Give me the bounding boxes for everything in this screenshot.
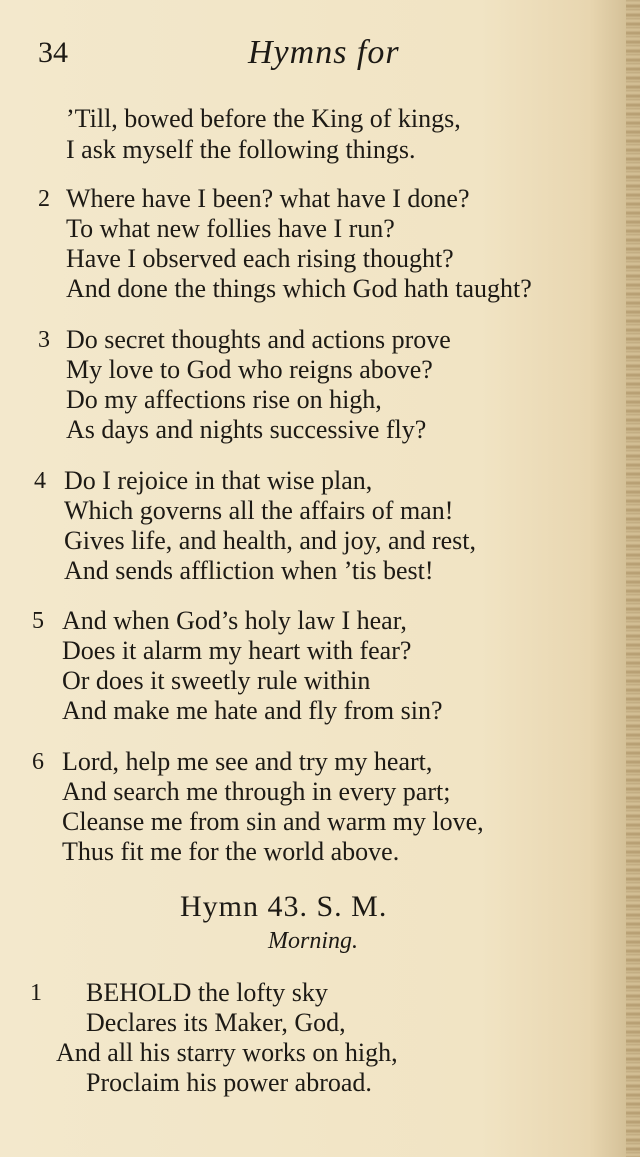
running-head: Hymns for [248,34,400,71]
page-edge [626,0,640,1157]
verse-line: As days and nights successive fly? [66,415,427,444]
stanza-number: 2 [38,186,50,212]
verse-line: Or does it sweetly rule within [62,666,371,695]
verse-line: BEHOLD the lofty sky [86,978,328,1007]
stanza-number: 1 [30,980,42,1006]
hymn-title: Hymn 43. S. M. [180,890,388,923]
verse-line: And all his starry works on high, [56,1038,398,1067]
verse-line: ’Till, bowed before the King of kings, [66,104,461,133]
verse-line: Which governs all the affairs of man! [64,496,454,525]
verse-line: Does it alarm my heart with fear? [62,636,412,665]
verse-line: Lord, help me see and try my heart, [62,747,433,776]
verse-line: Have I observed each rising thought? [66,244,454,273]
verse-line: I ask myself the following things. [66,135,416,164]
verse-line: Declares its Maker, God, [86,1008,346,1037]
verse-line: And when God’s holy law I hear, [62,606,407,635]
verse-line: Thus fit me for the world above. [62,837,400,866]
verse-line: Where have I been? what have I done? [66,184,470,213]
page-number: 34 [38,36,68,69]
verse-line: My love to God who reigns above? [66,355,433,384]
hymn-subtitle: Morning. [268,928,358,954]
verse-line: Proclaim his power abroad. [86,1068,372,1097]
verse-line: And make me hate and fly from sin? [62,696,443,725]
verse-line: Gives life, and health, and joy, and rest, [64,526,477,555]
verse-line: Do secret thoughts and actions prove [66,325,451,354]
verse-line: And done the things which God hath taught? [66,274,532,303]
verse-line: And search me through in every part; [62,777,451,806]
stanza-number: 5 [32,608,44,634]
verse-line: To what new follies have I run? [66,214,395,243]
verse-line: Do I rejoice in that wise plan, [64,466,373,495]
stanza-number: 3 [38,327,50,353]
verse-line: Do my affections rise on high, [66,385,382,414]
verse-line: And sends affliction when ’tis best! [64,556,434,585]
stanza-number: 4 [34,468,46,494]
verse-line: Cleanse me from sin and warm my love, [62,807,484,836]
stanza-number: 6 [32,749,44,775]
